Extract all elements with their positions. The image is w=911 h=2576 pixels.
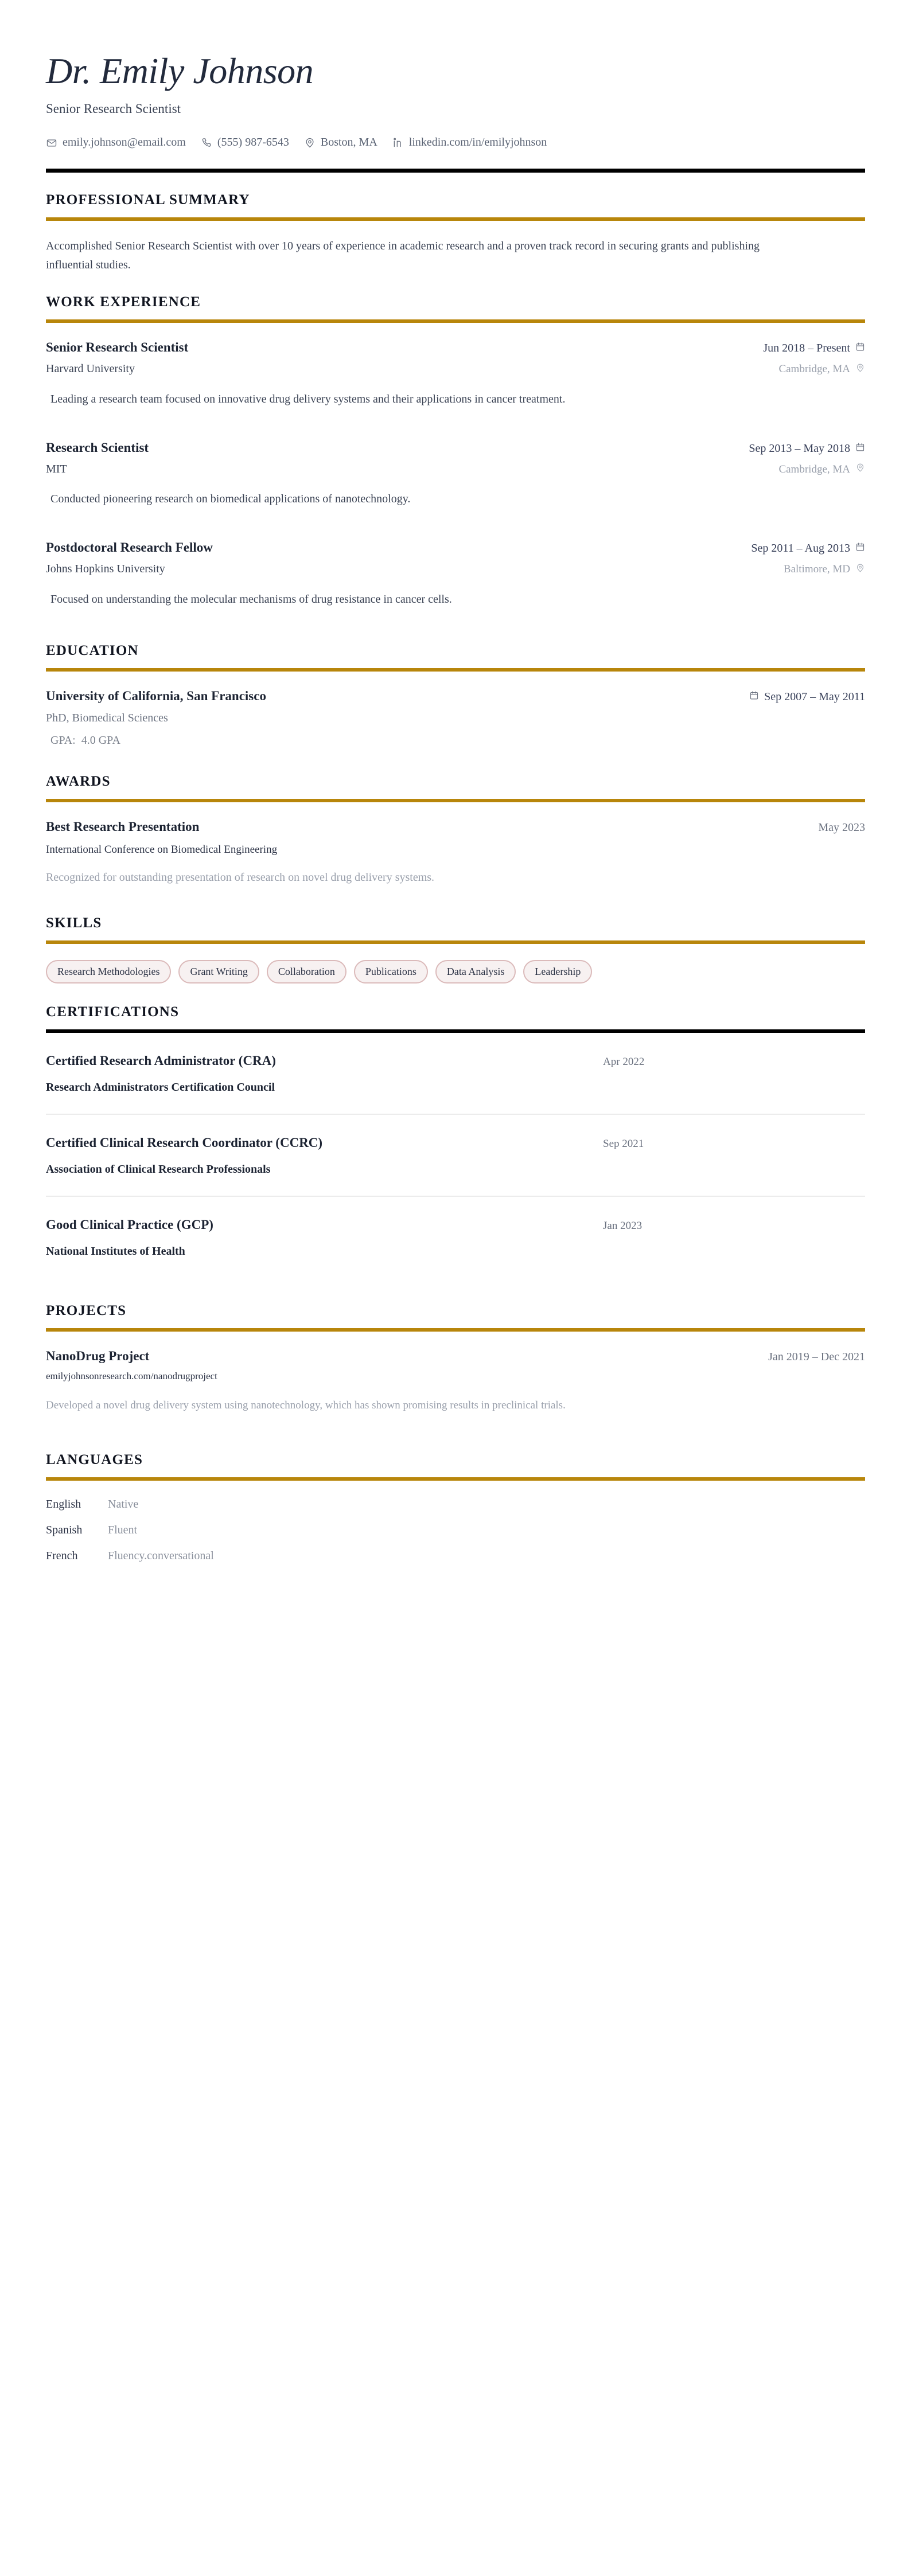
work-dates-text: Sep 2011 – Aug 2013 [751,542,850,555]
project-entry [46,1349,865,1412]
work-organization: Johns Hopkins University [46,563,165,576]
awards-list [46,819,865,884]
section-awards [46,774,865,884]
calendar-icon [855,342,865,355]
skill-pill: Collaboration [267,960,347,983]
linkedin-icon [392,137,404,149]
work-entry [46,340,865,408]
work-description: Leading a research team focused on innovative drug delivery systems and their applications in cancer treatment. [50,392,566,405]
work-dates [751,542,865,555]
certification-date: Sep 2021 [603,1137,644,1150]
section-heading: PROJECTS [46,1302,127,1318]
language-row [46,1524,865,1537]
work-role: Postdoctoral Research Fellow [46,540,213,555]
project-dates: Jan 2019 – Dec 2021 [768,1350,865,1363]
location-pin-icon [855,463,865,476]
project-url[interactable]: emilyjohnsonresearch.com/nanodrugproject [46,1370,217,1381]
location-pin-icon [304,137,316,149]
section-divider [46,1328,865,1332]
section-divider [46,799,865,802]
section-divider [46,668,865,672]
location-pin-icon [855,563,865,576]
education-gpa-value: 4.0 GPA [81,733,120,747]
work-role: Senior Research Scientist [46,340,189,355]
calendar-icon [855,442,865,455]
education-dates-text: Sep 2007 – May 2011 [764,690,865,703]
location-pin-icon [855,363,865,376]
language-level: Native [108,1497,139,1511]
education-list [46,689,865,747]
certification-name: Good Clinical Practice (GCP) [46,1217,213,1232]
skills-list [46,960,865,983]
certification-issuer: Research Administrators Certification Council [46,1080,275,1094]
work-dates-text: Sep 2013 – May 2018 [749,442,850,455]
work-entry [46,440,865,509]
work-location-text: Cambridge, MA [778,463,850,475]
education-school: University of California, San Francisco [46,688,266,703]
contact-text: linkedin.com/in/emilyjohnson [408,136,547,149]
skill-pill: Publications [354,960,428,983]
certification-name: Certified Clinical Research Coordinator (CCRC) [46,1135,323,1150]
work-dates [763,342,865,355]
award-issuer: International Conference on Biomedical Engineering [46,843,278,856]
contact-text: (555) 987-6543 [217,136,289,149]
section-education [46,643,865,747]
award-description: Recognized for outstanding presentation of research on novel drug delivery systems. [46,871,435,884]
headline: Senior Research Scientist [46,102,181,116]
section-heading: CERTIFICATIONS [46,1004,180,1020]
language-level: Fluency.conversational [108,1549,214,1562]
projects-list [46,1349,865,1412]
contact-text: emily.johnson@email.com [63,136,186,149]
language-row [46,1549,865,1563]
certification-entry [46,1196,865,1278]
work-dates-text: Jun 2018 – Present [763,342,850,355]
work-location [778,363,865,376]
work-location-text: Cambridge, MA [778,363,850,376]
contact-bar [46,136,865,149]
contact-item[interactable] [392,136,547,149]
education-degree: PhD, Biomedical Sciences [46,711,168,724]
section-divider [46,1477,865,1481]
section-work-experience [46,294,865,608]
contact-item[interactable] [201,136,289,149]
education-gpa [46,734,865,747]
calendar-icon [855,542,865,555]
certification-date: Apr 2022 [603,1055,645,1068]
resume-header [46,52,865,149]
work-location [784,563,865,576]
skill-pill: Data Analysis [435,960,516,983]
section-heading: SKILLS [46,915,102,931]
section-divider [46,940,865,944]
contact-text: Boston, MA [320,136,377,149]
certification-issuer: National Institutes of Health [46,1244,185,1258]
language-name: English [46,1497,81,1511]
contact-item[interactable] [46,136,186,149]
skill-pill: Grant Writing [178,960,259,983]
education-dates [749,690,865,704]
section-certifications [46,1004,865,1278]
work-entry [46,540,865,608]
work-location [778,463,865,476]
certification-entry [46,1114,865,1196]
skill-pill: Leadership [523,960,592,983]
section-languages [46,1452,865,1563]
summary-text: Accomplished Senior Research Scientist with over 10 years of experience in academic research and a proven track record in securing grants and publishing influential studies. [46,240,760,272]
section-heading: LANGUAGES [46,1451,143,1467]
award-name: Best Research Presentation [46,819,200,834]
work-dates [749,442,865,455]
section-professional-summary [46,192,865,275]
education-gpa-label: GPA: [50,733,76,747]
language-name: French [46,1549,78,1562]
award-date: May 2023 [818,821,865,834]
work-description: Focused on understanding the molecular mechanisms of drug resistance in cancer cells. [50,592,452,606]
education-entry [46,689,865,747]
section-divider [46,319,865,323]
section-heading: AWARDS [46,773,111,789]
certifications-list [46,1033,865,1278]
project-name: NanoDrug Project [46,1348,150,1363]
award-entry [46,819,865,884]
calendar-icon [749,690,759,704]
language-row [46,1498,865,1511]
section-heading: EDUCATION [46,642,139,658]
envelope-icon [46,137,57,149]
certification-name: Certified Research Administrator (CRA) [46,1053,276,1068]
certification-entry [46,1033,865,1114]
phone-icon [201,137,212,149]
section-skills [46,915,865,983]
work-location-text: Baltimore, MD [783,563,850,576]
certification-issuer: Association of Clinical Research Professionals [46,1162,271,1176]
section-heading: WORK EXPERIENCE [46,294,201,310]
work-description: Conducted pioneering research on biomedical applications of nanotechnology. [50,493,411,506]
section-projects [46,1303,865,1412]
certification-date: Jan 2023 [603,1219,643,1232]
languages-list [46,1498,865,1563]
section-divider [46,217,865,221]
contact-item[interactable] [304,136,377,149]
work-organization: MIT [46,462,67,475]
work-role: Research Scientist [46,440,149,455]
section-heading: PROFESSIONAL SUMMARY [46,192,250,208]
project-description: Developed a novel drug delivery system using nanotechnology, which has shown promising results in preclinical trials. [46,1399,566,1411]
page-title: Dr. Emily Johnson [46,50,314,91]
language-name: Spanish [46,1523,83,1536]
work-list [46,340,865,608]
work-organization: Harvard University [46,362,135,376]
language-level: Fluent [108,1523,138,1536]
skill-pill: Research Methodologies [46,960,171,983]
header-divider [46,169,865,173]
